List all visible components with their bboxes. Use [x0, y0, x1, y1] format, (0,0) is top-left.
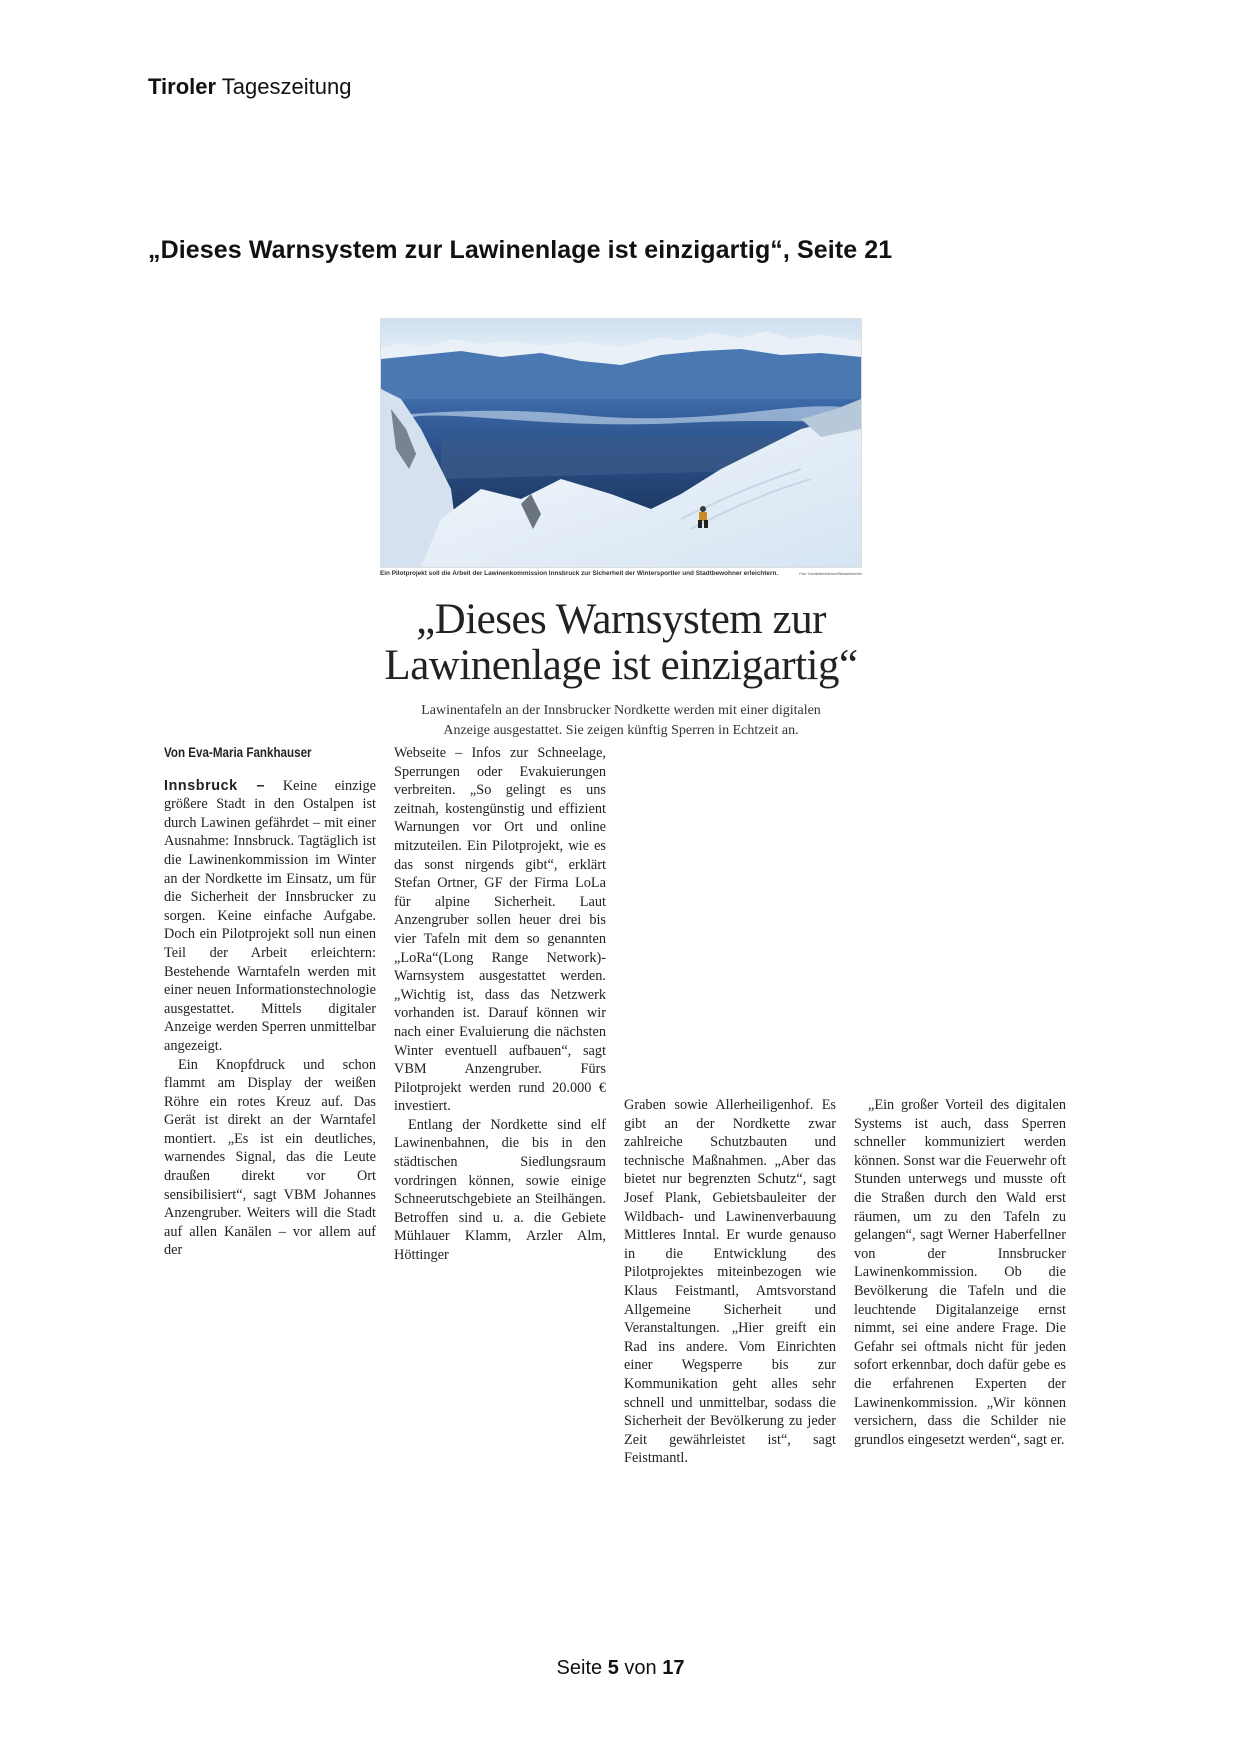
photo-caption: Ein Pilotprojekt soll die Arbeit der Lawinenkommission Innsbruck zur Sicherheit der Wintersportler und Stadtbewohner erleichtern.: [380, 570, 779, 577]
page-label: Seite: [556, 1657, 603, 1679]
article-column-1: [164, 744, 376, 1260]
headline-line-2: Lawinenlage ist einzigartig“: [384, 642, 858, 689]
lead-line-2: Anzeige ausgestattet. Sie zeigen künftig Sperren in Echtzeit an.: [443, 723, 799, 738]
byline: Von Eva-Maria Fankhauser: [164, 745, 312, 760]
article-photo: [380, 318, 862, 568]
photo-credit: Foto: Nordkettenbahnen/Weissenbacher: [799, 572, 862, 576]
photo-caption-row: [380, 570, 862, 577]
article-clipping: [380, 318, 862, 741]
article-column-4: [854, 1096, 1066, 1449]
paragraph: Webseite – Infos zur Schneelage, Sperrungen oder Evakuierungen verbreiten. „So gelingt es uns zeitnah, kostengünstig und effizient Warnungen vor Ort und online mitzuteilen. Ein Pilotprojekt, wie es das sonst nirgends gibt“, erklärt Stefan Ortner, GF der Firma LoLa für alpine Sicherheit. Laut Anzengruber sollen heuer drei bis vier Tafeln mit dem so genannten „LoRa“(Long Range Network)-Warnsystem ausgestattet werden. „Wichtig ist, dass das Netzwerk vorhanden ist. Darauf können wir nach einer Evaluierung die nächsten Winter eventuell aufbauen“, sagt VBM Anzengruber. Fürs Pilotprojekt werden rund 20.000 € investiert.: [394, 745, 606, 1115]
paragraph: Entlang der Nordkette sind elf Lawinenbahnen, die bis in den städtischen Siedlungsraum vordringen können, sowie einige Schneerutschgebiete an Steilhängen. Betroffen sind u. a. die Gebiete Mühlauer Klamm, Arzler Alm, Höttinger: [394, 1116, 606, 1264]
article-column-2: [394, 744, 606, 1265]
page-total: 17: [662, 1657, 685, 1679]
publication-name-regular: Tageszeitung: [221, 74, 352, 99]
publication-name: [148, 74, 351, 100]
paragraph: „Ein großer Vorteil des digitalen Systems ist auch, dass Sperren schneller kommuniziert werden können. Sonst war die Feuerwehr oft Stunden unterwegs und musste oft die Straßen durch den Wald erst räumen, um zu den Tafeln zu gelangen“, sagt Werner Haberfellner von der Innsbrucker Lawinenkommission. Ob die Bevölkerung die Tafeln und die leuchtende Digitalanzeige ernst nimmt, sei eine andere Frage. Die Gefahr sei oftmals nicht für jeden sofort erkennbar, doch dafür gebe es die erfahrenen Experten der Lawinenkommission. „Wir können versichern, dass die Schilder nie grundlos eingesetzt werden“, sagt er.: [854, 1097, 1066, 1448]
article-column-3: [624, 1096, 836, 1468]
paragraph: [164, 777, 376, 1056]
document-heading: „Dieses Warnsystem zur Lawinenlage ist einzigartig“, Seite 21: [148, 236, 893, 264]
paragraph-text: Keine einzige größere Stadt in den Ostalpen ist durch Lawinen gefährdet – mit einer Ausnahme: Innsbruck. Tagtäglich ist die Lawinenkommission im Winter an der Nordkette im Einsatz, um für die Sicherheit der Innsbrucker zu sorgen. Keine einfache Aufgabe. Doch ein Pilotprojekt soll nun einen Teil der Arbeit erleichtern: Bestehende Warntafeln werden mit einer neuen Informationstechnologie ausgestattet. Mittels digitaler Anzeige werden Sperren unmittelbar angezeigt.: [164, 777, 376, 1054]
publication-name-bold: Tiroler: [148, 74, 217, 99]
paragraph: Ein Knopfdruck und schon flammt am Display der weißen Röhre ein rotes Kreuz auf. Das Gerät ist direkt an der Warntafel montiert. „Es ist ein deutliches, warnendes Signal, das die Leute draußen direkt vor Ort sensibilisiert“, sagt VBM Johannes Anzengruber. Weiters will die Stadt auf allen Kanälen – vor allem auf der: [164, 1056, 376, 1259]
lead-line-1: Lawinentafeln an der Innsbrucker Nordkette werden mit einer digitalen: [421, 703, 821, 718]
page-footer: [0, 1657, 1241, 1680]
mountain-photo-image: [381, 319, 861, 567]
article-headline: [380, 597, 862, 689]
dateline: Innsbruck –: [164, 777, 266, 794]
paragraph: Graben sowie Allerheiligenhof. Es gibt an der Nordkette zwar zahlreiche Schutzbauten und technische Maßnahmen. „Aber das bietet nur begrenzten Schutz“, sagt Josef Plank, Gebietsbauleiter der Wildbach- und Lawinenverbauung Mittleres Inntal. Er wurde genauso in die Entwicklung des Pilotprojektes miteinbezogen wie Klaus Feistmantl, Amtsvorstand Allgemeine Sicherheit und Veranstaltungen. „Hier greift ein Rad ins andere. Vom Einrichten einer Wegsperre bis zur Kommunikation geht alles sehr schnell und unmittelbar, sodass die Sicherheit der Bevölkerung zu jeder Zeit gewährleistet ist“, sagt Feistmantl.: [624, 1097, 836, 1467]
page-current: 5: [607, 1657, 619, 1679]
article-lead: [380, 701, 862, 741]
page-of: von: [624, 1657, 657, 1679]
headline-line-1: „Dieses Warnsystem zur: [416, 596, 826, 643]
